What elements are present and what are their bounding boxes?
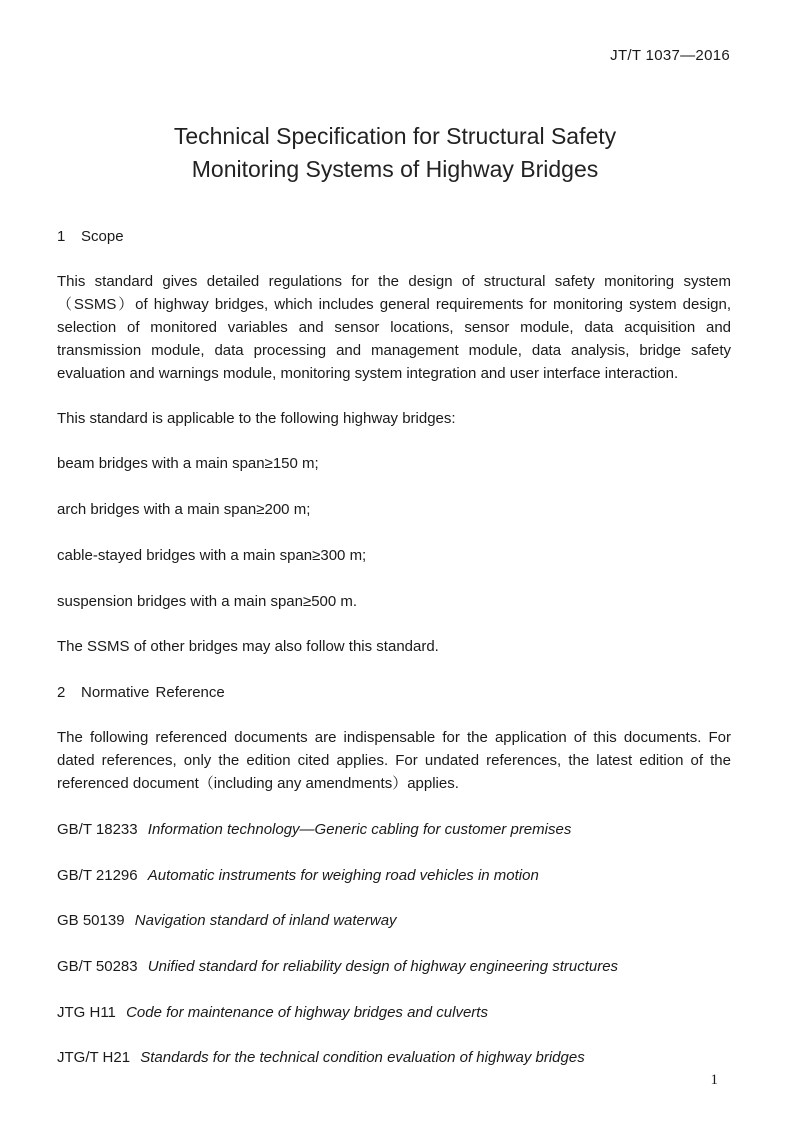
reference-item xyxy=(57,1001,731,1024)
reference-title: Navigation standard of inland waterway xyxy=(134,912,397,929)
reference-code: GB/T 21296 xyxy=(57,867,138,884)
reference-item xyxy=(57,818,731,841)
section-1-heading xyxy=(57,225,731,248)
normative-intro-paragraph: The following referenced documents are indispensable for the application of this documents. For dated references, only the edition cited applies. For undated references, the latest edition of the referenced document（including any amendments）applies. xyxy=(57,729,731,792)
section-title: Normative Reference xyxy=(81,684,225,701)
other-bridges-paragraph: The SSMS of other bridges may also follow this standard. xyxy=(57,638,439,655)
reference-item xyxy=(57,909,731,932)
reference-title: Unified standard for reliability design of highway engineering structures xyxy=(147,958,619,975)
standard-number: JT/T 1037—2016 xyxy=(610,47,730,64)
page-number: 1 xyxy=(710,1072,718,1088)
list-item-beam: beam bridges with a main span≥150 m; xyxy=(57,455,319,472)
title-line-1: Technical Specification for Structural Safety xyxy=(173,123,617,149)
list-item-arch: arch bridges with a main span≥200 m; xyxy=(57,501,311,518)
list-item-suspension: suspension bridges with a main span≥500 m. xyxy=(57,593,358,610)
section-title: Scope xyxy=(81,228,124,245)
reference-code: GB/T 18233 xyxy=(57,821,138,838)
reference-item xyxy=(57,864,731,887)
reference-title: Information technology—Generic cabling for customer premises xyxy=(147,821,572,838)
reference-code: JTG H11 xyxy=(57,1004,116,1021)
reference-code: GB/T 50283 xyxy=(57,958,138,975)
reference-code: GB 50139 xyxy=(57,912,125,929)
scope-paragraph: This standard gives detailed regulations for the design of structural safety monitoring system（SSMS）of highway bridges, which includes general requirements for monitoring system design, selection of monitored variables and sensor locations, sensor module, data acquisition and transmission module, data processing and management module, data analysis, bridge safety evaluation and warnings module, monitoring system integration and user interface interaction. xyxy=(57,273,731,382)
reference-code: JTG/T H21 xyxy=(57,1049,131,1066)
reference-item xyxy=(57,955,731,978)
reference-title: Automatic instruments for weighing road vehicles in motion xyxy=(147,867,539,884)
reference-title: Code for maintenance of highway bridges and culverts xyxy=(126,1004,488,1021)
section-number: 2 xyxy=(57,684,66,701)
reference-item xyxy=(57,1046,731,1069)
section-2-heading xyxy=(57,681,731,704)
reference-title: Standards for the technical condition evaluation of highway bridges xyxy=(140,1049,585,1066)
list-item-cable-stayed: cable-stayed bridges with a main span≥300 m; xyxy=(57,547,367,564)
section-number: 1 xyxy=(57,228,66,245)
applicability-paragraph: This standard is applicable to the following highway bridges: xyxy=(57,410,456,427)
title-line-2: Monitoring Systems of Highway Bridges xyxy=(191,156,599,182)
document-title xyxy=(0,120,790,186)
